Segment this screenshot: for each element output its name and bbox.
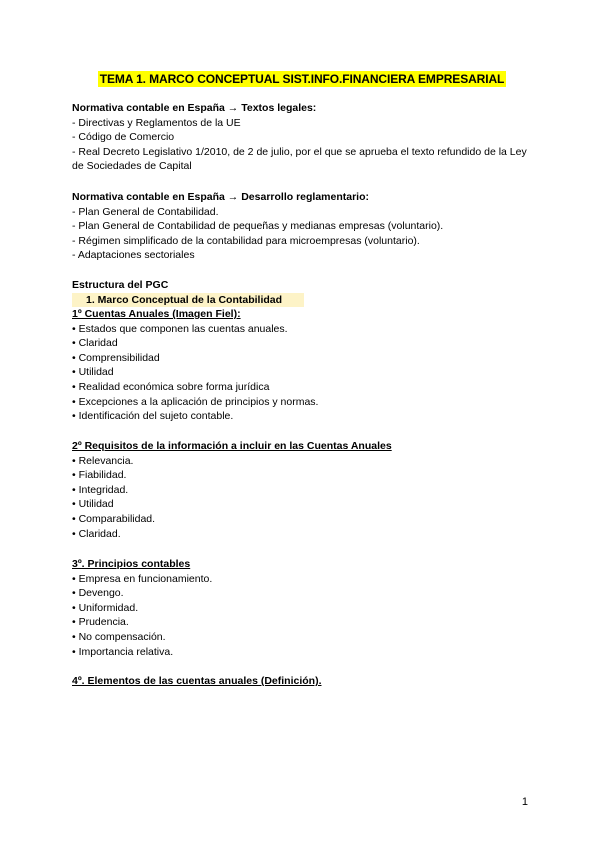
list-item: • Devengo. <box>72 587 124 600</box>
list-item: • Fiabilidad. <box>72 469 127 482</box>
list-item: - Plan General de Contabilidad. <box>72 205 219 218</box>
list-item: • Empresa en funcionamiento. <box>72 572 213 585</box>
document-title: TEMA 1. MARCO CONCEPTUAL SIST.INFO.FINANCIERA EMPRESARIAL <box>99 72 505 86</box>
section-requisitos <box>72 439 532 541</box>
section-elementos <box>72 674 532 689</box>
page-number: 1 <box>521 796 528 808</box>
section-heading: 1º Cuentas Anuales (Imagen Fiel): <box>72 308 241 320</box>
list-item: • Claridad. <box>72 527 121 540</box>
section-desarrollo-reglamentario <box>72 190 532 263</box>
list-item: • Comparabilidad. <box>72 512 156 525</box>
list-item: • Claridad <box>72 337 118 350</box>
section-heading: Normativa contable en España → Desarrollo reglamentario: <box>72 191 370 203</box>
subheading-marco-conceptual: 1. Marco Conceptual de la Contabilidad <box>72 293 304 308</box>
list-item: • Utilidad <box>72 366 114 379</box>
list-item: • Excepciones a la aplicación de principios y normas. <box>72 395 319 408</box>
list-item: - Real Decreto Legislativo 1/2010, de 2 de julio, por el que se aprueba el texto refundido de la Ley de Sociedades de Capital <box>72 145 527 173</box>
section-heading: 3º. Principios contables <box>72 558 191 570</box>
list-item: - Plan General de Contabilidad de pequeñas y medianas empresas (voluntario). <box>72 220 444 233</box>
section-heading: 2º Requisitos de la información a incluir en las Cuentas Anuales <box>72 440 392 452</box>
list-item: • Importancia relativa. <box>72 645 174 658</box>
list-item: • Relevancia. <box>72 454 134 467</box>
section-heading: Normativa contable en España → Textos legales: <box>72 102 317 114</box>
list-item: • Identificación del sujeto contable. <box>72 410 234 423</box>
section-estructura-pgc <box>72 278 532 307</box>
list-item: • Estados que componen las cuentas anuales. <box>72 322 288 335</box>
section-heading: Estructura del PGC <box>72 279 169 291</box>
list-item: - Adaptaciones sectoriales <box>72 249 195 262</box>
list-item: • Realidad económica sobre forma jurídica <box>72 380 270 393</box>
section-heading: 4º. Elementos de las cuentas anuales (Definición). <box>72 675 322 687</box>
subheading-row <box>72 293 532 308</box>
list-item: • Prudencia. <box>72 616 129 629</box>
section-textos-legales <box>72 101 532 174</box>
list-item: • Utilidad <box>72 498 114 511</box>
list-item: - Código de Comercio <box>72 131 175 144</box>
section-principios <box>72 557 532 659</box>
title-container <box>72 70 532 88</box>
section-cuentas-anuales <box>72 307 532 424</box>
list-item: • Comprensibilidad <box>72 351 160 364</box>
list-item: • Integridad. <box>72 483 129 496</box>
list-item: • No compensación. <box>72 630 166 643</box>
list-item: - Directivas y Reglamentos de la UE <box>72 116 241 129</box>
list-item: • Uniformidad. <box>72 601 139 614</box>
list-item: - Régimen simplificado de la contabilidad para microempresas (voluntario). <box>72 234 420 247</box>
